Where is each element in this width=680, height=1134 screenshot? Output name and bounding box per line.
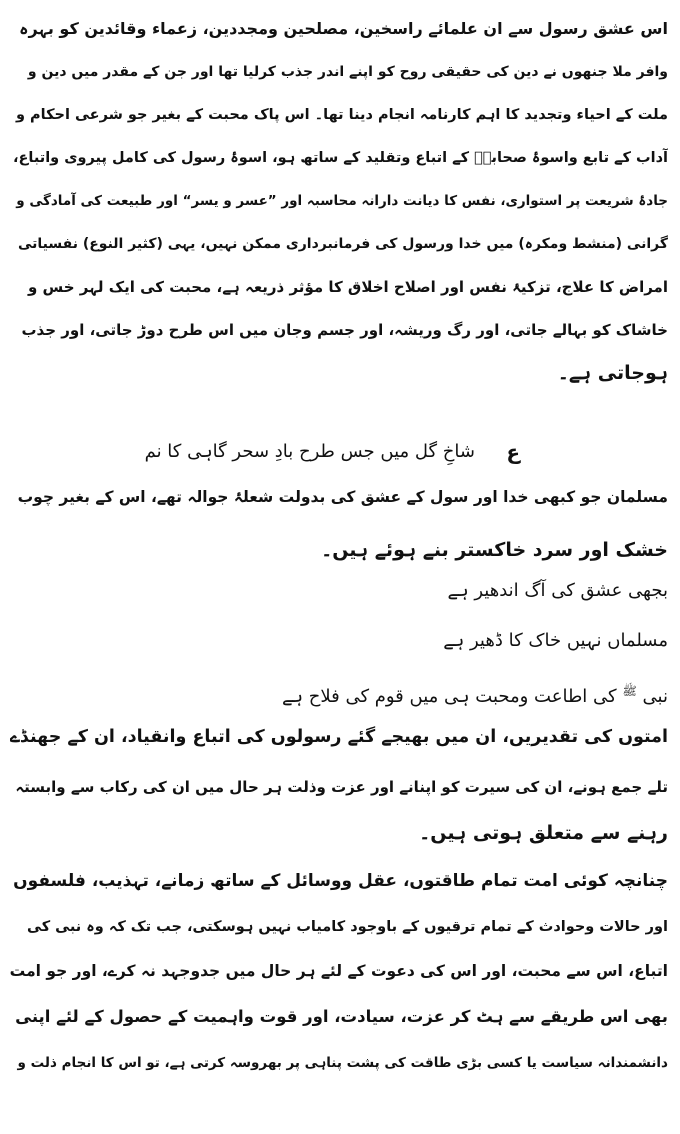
- text-line: بھی اس طریقے سے ہٹ کر عزت، سیادت، اور قوت واہمیت کے حصول کے لئے اپنی: [15, 1007, 668, 1026]
- text-line: رہنے سے متعلق ہوتی ہیں۔: [419, 822, 668, 844]
- text-line: امراض کا علاج، تزکیۂ نفس اور اصلاح اخلاق کا مؤثر ذریعہ ہے، محبت کی ایک لہر خس و: [27, 278, 668, 296]
- verse-line: مسلماں نہیں خاک کا ڈھیر ہے: [443, 630, 668, 651]
- verse-text: کی اطاعت ومحبت ہی میں قوم کی فلاح ہے: [281, 686, 617, 707]
- text-line: مسلمان جو کبھی خدا اور سول کے عشق کی بدولت شعلۂ جوالہ تھے، اس کے بغیر چوب: [17, 488, 668, 506]
- verse-word: نبی: [642, 686, 668, 707]
- text-line: جادۂ شریعت پر استواری، نفس کا دیانت دارانہ محاسبہ اور ”عسر و یسر“ اور طبیعت کی آمادگی و: [16, 193, 668, 209]
- verse-line: شاخِ گل میں جس طرح بادِ سحر گاہی کا نم: [144, 441, 475, 462]
- text-line: گرانی (منشط ومکرہ) میں خدا ورسول کی فرمانبرداری ممکن نہیں، یہی (کثیر النوع) نفسیاتی: [17, 236, 668, 252]
- text-line: اتباع، اس سے محبت، اور اس کی دعوت کے لئے ہر حال میں جدوجہد نہ کرے، اور جو امت: [10, 962, 668, 980]
- text-line: چنانچہ کوئی امت تمام طاقتوں، عقل ووسائل کے ساتھ زمانے، تہذیب، فلسفوں: [13, 871, 668, 891]
- verse-3: [282, 672, 668, 710]
- text-line: خاشاک کو بہالے جاتی، اور رگ وریشہ، اور جسم وجان میں اس طرح دوڑ جاتی، اور جذب: [21, 321, 668, 339]
- text-line: تلے جمع ہونے، ان کی سیرت کو اپنانے اور عزت وذلت ہر حال میں ان کی رکاب سے وابستہ: [15, 778, 668, 796]
- text-line: خشک اور سرد خاکستر بنے ہوئے ہیں۔: [321, 539, 668, 561]
- text-line: امتوں کی تقدیریں، ان میں بھیجے گئے رسولوں کی اتباع وانقیاد، ان کے جھنڈے: [10, 727, 668, 747]
- verse-marker: ع: [506, 440, 520, 464]
- text-line: دانشمندانہ سیاست یا کسی بڑی طاقت کی پشت پناہی پر بھروسہ کرتی ہے، تو اس کا انجام ذلت و: [17, 1055, 668, 1071]
- verse-line: بجھی عشق کی آگ اندھیر ہے: [447, 580, 668, 601]
- text-line: وافر ملا جنھوں نے دین کی حقیقی روح کو اپنے اندر جذب کرلیا تھا اور جن کے مقدر میں دین و: [27, 64, 668, 80]
- text-line: اس عشق رسول سے ان علمائے راسخین، مصلحین ومجددین، زعماء وقائدین کو بہرہ: [19, 19, 668, 38]
- salutation-honorific: ﷺ: [622, 684, 637, 698]
- text-line: ہوجاتی ہے۔: [557, 362, 668, 384]
- text-line: اور حالات وحوادث کے تمام ترقیوں کے باوجود کامیاب نہیں ہوسکتی، جب تک کہ وہ نبی کی: [27, 919, 668, 935]
- text-line: آداب کے تابع واسوۂ صحابہؓ کے اتباع وتقلید کے ساتھ ہو، اسوۂ رسول کی کامل پیروی واتباع،: [12, 150, 668, 166]
- text-line: ملت کے احیاء وتجدید کا اہم کارنامہ انجام دینا تھا۔ اس پاک محبت کے بغیر جو شرعی احکام و: [15, 107, 668, 123]
